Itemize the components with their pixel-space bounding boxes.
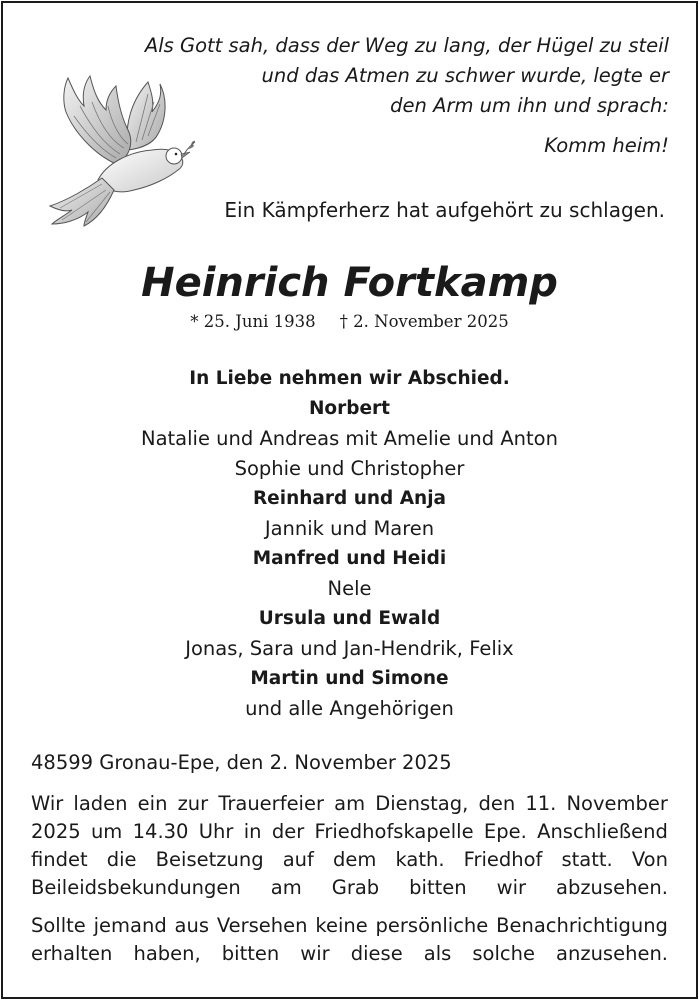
farewell-intro: In Liebe nehmen wir Abschied.: [189, 368, 510, 389]
family-line: Manfred und Heidi: [252, 548, 447, 569]
invitation-line: Wir laden ein zur Trauerfeier am Dienstag, den 11. November: [31, 792, 668, 815]
family-line: Jannik und Maren: [264, 517, 435, 540]
family-line: Reinhard und Anja: [252, 488, 447, 509]
notice-paragraph: [31, 912, 668, 968]
family-line: Jonas, Sara und Jan-Hendrik, Felix: [185, 637, 514, 660]
invitation-line: findet die Beisetzung auf dem kath. Friedhof statt. Von: [31, 848, 668, 871]
notice-line: Sollte jemand aus Versehen keine persönliche Benachrichtigung: [31, 914, 668, 937]
life-dates: [0, 308, 699, 336]
birth-date: * 25. Juni 1938: [190, 312, 316, 331]
family-line: Ursula und Ewald: [258, 608, 441, 629]
family-line: Sophie und Christopher: [234, 457, 465, 480]
invitation-line: 2025 um 14.30 Uhr in der Friedhofskapelle Epe. Anschließend: [31, 820, 668, 843]
place-date: 48599 Gronau-Epe, den 2. November 2025: [31, 751, 452, 774]
poem-line: und das Atmen zu schwer wurde, legte er: [261, 64, 669, 87]
family-line: Martin und Simone: [250, 668, 449, 689]
notice-line: erhalten haben, bitten wir diese als solche anzusehen.: [31, 942, 668, 965]
poem-closing: Komm heim!: [544, 134, 669, 157]
invitation-paragraph: [31, 790, 668, 902]
death-date: † 2. November 2025: [339, 312, 509, 331]
poem: [145, 31, 669, 161]
family-line: Natalie und Andreas mit Amelie und Anton: [141, 427, 558, 450]
family-list: [0, 364, 699, 724]
dove-icon: [44, 72, 196, 228]
family-line: Nele: [327, 577, 372, 600]
poem-line: Als Gott sah, dass der Weg zu lang, der Hügel zu steil: [144, 34, 669, 57]
deceased-name: Heinrich Fortkamp: [141, 260, 558, 306]
family-line: Norbert: [308, 398, 391, 419]
fighter-line: Ein Kämpferherz hat aufgehört zu schlagen.: [224, 198, 665, 222]
invitation-line: Beileidsbekundungen am Grab bitten wir abzusehen.: [31, 876, 668, 899]
poem-line: den Arm um ihn und sprach:: [390, 94, 669, 117]
family-line: und alle Angehörigen: [245, 697, 454, 720]
